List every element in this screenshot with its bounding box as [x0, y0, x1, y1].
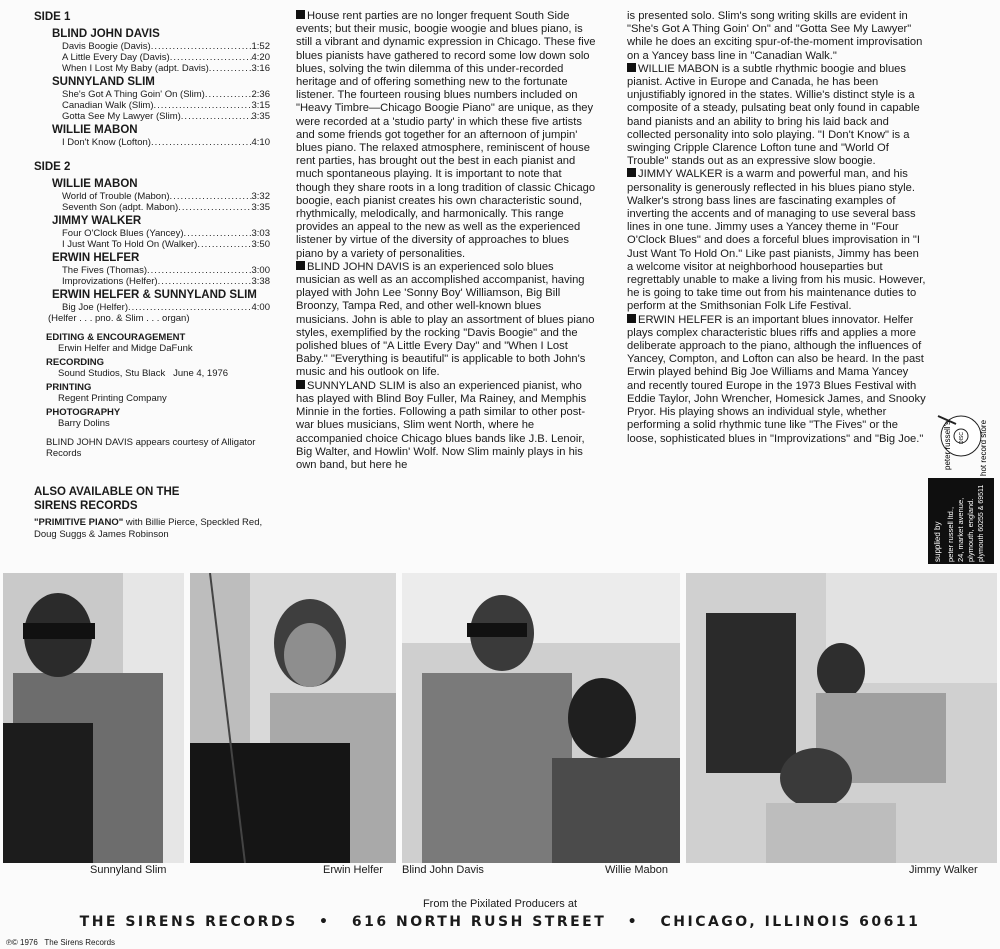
album-title: "PRIMITIVE PIANO" [34, 517, 124, 528]
liner-notes-column-2 [627, 10, 927, 446]
footer-address [0, 914, 1000, 930]
footer-tagline: From the Pixilated Producers at [422, 898, 578, 910]
track-time: 3:00 [251, 265, 270, 276]
dot-leader [183, 228, 251, 239]
track-row [62, 100, 270, 111]
liner-paragraph [627, 168, 927, 313]
credit-heading: RECORDING [46, 357, 105, 368]
also-available-text [34, 517, 270, 541]
dot-leader [209, 63, 252, 74]
photo-sunnyland-slim [3, 573, 184, 863]
photo-jimmy-walker [686, 573, 997, 863]
side-label: SIDE 1 [34, 11, 71, 23]
paragraph-text: JIMMY WALKER is a warm and powerful man, and his personality is generously reflected in his blues piano style. Walker's strong bass lines are fascinating examples of inverting the accents and of managing to use several bass lines in one tune. Jimmy uses a Yancey theme in "Four O'Clock Blues" and does a forceful blues improvisation in "I Just Want To Hold On." Like past pianists, Jimmy has been a welcome visitor at neighborhood houseparties but regrettably unable to make a living from his music. However, he is going to take time out from his maintenance duties to perform at the Smithsonian Folk Life Festival. [627, 168, 926, 313]
paragraph-text: House rent parties are no longer frequent South Side events; but their music, boogie woogie and blues piano, is still a vibrant and dynamic expression in Chicago. These five blues pianists have gathered to record some low down solo blues, solving the twin dilemma of this under-recorded heritage and of offering something new to the fortunate listener. The fourteen rousing blues numbers included on "Heavy Timbre—Chicago Boogie Piano" are unique, as they were recorded at a 'studio party' in which these five artists and some friends got together for an afternoon of jumpin' blues piano. The relaxed atmosphere, reminiscent of house rent parties, has brought out the best in each pianist and much spontaneous playing. It is important to note that though they share roots in a long tradition of classic Chicago boogie, each pianist creates his own characteristic sound, rhythmically, melodically, and harmonically. This range provides an appeal to the new as well as the experienced listener by virtue of the diversity of approaches to blues piano by a variety of personalities. [296, 10, 596, 260]
album-artists: with Billie Pierce, Speckled Red, Doug Suggs & James Robinson [34, 517, 263, 540]
track-row [62, 302, 270, 313]
dot-leader [151, 41, 252, 52]
stamp-line-1: peter russell ltd., [946, 506, 955, 562]
track-title: A Little Every Day (Davis) [62, 52, 170, 63]
city-address: CHICAGO, ILLINOIS 60611 [660, 914, 921, 930]
track-row [62, 41, 270, 52]
stamp-line-2: 24, market avenue, [956, 497, 965, 562]
dot-leader [181, 111, 252, 122]
track-row [62, 265, 270, 276]
track-title: When I Lost My Baby (adpt. Davis) [62, 63, 209, 74]
track-title: She's Got A Thing Goin' On (Slim) [62, 89, 205, 100]
paragraph-text: WILLIE MABON is a subtle rhythmic boogie and blues pianist. Active in Europe and Canada, he has been unjustifiably ignored in the states. Willie's distinct style is a composite of a steady, pulsating beat only found in capable band pianists and an ability to bring his laid back and collected personality into solo playing. "I Don't Know" is a swinging Cripple Clarence Lofton tune and "World Of Trouble" stands out as an expressive slow boogie. [627, 62, 920, 168]
label-name: THE SIRENS RECORDS [79, 914, 298, 930]
track-time: 3:32 [251, 191, 270, 202]
dot-leader [170, 52, 252, 63]
credit-heading: EDITING & ENCOURAGEMENT [46, 332, 186, 343]
stamp-supplied: supplied by [933, 521, 942, 562]
track-time: 4:00 [251, 302, 270, 313]
courtesy-note: BLIND JOHN DAVIS appears courtesy of Alligator Records [46, 437, 256, 459]
logo-name: peter russell's [943, 420, 952, 470]
caption: Jimmy Walker [909, 864, 978, 876]
paragraph-text: SUNNYLAND SLIM is also an experienced pianist, who has played with Blind Boy Fuller, Ma Rainey, and Memphis Minnie in the forties. Following a path similar to other post-war blues musicians, Slim went North, where he accompanied choice Chicago blues bands like J.B. Lenoir, Big Walter, and Howlin' Wolf. Now Slim mainly plays in his own band, but here he [296, 379, 587, 471]
credit-value: Barry Dolins [58, 418, 110, 429]
credit-value: Erwin Helfer and Midge DaFunk [58, 343, 193, 354]
photo-strip [0, 573, 1000, 863]
credit-heading: PRINTING [46, 382, 92, 393]
caption: Blind John Davis [402, 864, 484, 876]
track-row [62, 276, 270, 287]
credit-value: Sound Studios, Stu Black June 4, 1976 [58, 368, 229, 379]
track-title: The Fives (Thomas) [62, 265, 147, 276]
artist-name: WILLIE MABON [52, 178, 138, 190]
dot-leader [205, 89, 252, 100]
artist-name: ERWIN HELFER [52, 252, 140, 264]
track-row [62, 202, 270, 213]
track-row [62, 52, 270, 63]
photo-blind-john-davis-willie-mabon [402, 573, 680, 863]
photo-erwin-helfer [190, 573, 396, 863]
track-title: I Just Want To Hold On (Walker) [62, 239, 198, 250]
square-bullet [627, 314, 636, 323]
track-row [62, 228, 270, 239]
credit-value: Regent Printing Company [58, 393, 167, 404]
liner-notes-column-1 [296, 10, 596, 472]
caption: Erwin Helfer [323, 864, 383, 876]
track-time: 4:20 [251, 52, 270, 63]
square-bullet [296, 380, 305, 389]
track-title: World of Trouble (Mabon) [62, 191, 170, 202]
track-time: 1:52 [251, 41, 270, 52]
stamp-line-4: plymouth 60255 & 69511 [978, 484, 985, 562]
artist-name: SUNNYLAND SLIM [52, 76, 155, 88]
square-bullet [296, 10, 305, 19]
dot-leader [147, 265, 252, 276]
track-time: 3:16 [251, 63, 270, 74]
track-title: Seventh Son (adpt. Mabon) [62, 202, 179, 213]
bullet: • [627, 914, 640, 930]
artist-name: BLIND JOHN DAVIS [52, 28, 160, 40]
track-title: Canadian Walk (Slim) [62, 100, 154, 111]
paragraph-text: ERWIN HELFER is an important blues innovator. Helfer plays complex characteristic blues riffs and applies a more deliberate approach to the piano, although the influences of Yancey, Compton, and Lofton can also be heard. In the past Erwin played behind Big Joe Williams and Mama Yancey and recently toured Europe in the 1973 Blues Festival with Eddie Taylor, John Wrencher, Homesick James, and Snooky Pryor. His playing shows an individual style, whether performing a solid rhythmic tune like "The Fives" or the loose, sophisticated blues in "Improvizations" and "Big Joe." [627, 313, 926, 445]
liner-paragraph [296, 380, 596, 472]
dot-leader [170, 191, 252, 202]
track-title: Improvizations (Helfer) [62, 276, 158, 287]
track-time: 4:10 [251, 137, 270, 148]
dot-leader [197, 239, 251, 250]
side-2 [20, 162, 270, 324]
track-time: 2:36 [251, 89, 270, 100]
track-row [62, 89, 270, 100]
track-row [62, 111, 270, 122]
artist-name: ERWIN HELFER & SUNNYLAND SLIM [52, 289, 257, 301]
stamp-line-3: plymouth, england. [966, 498, 975, 562]
track-time: 3:50 [251, 239, 270, 250]
square-bullet [627, 168, 636, 177]
dealer-stamp [926, 378, 996, 564]
track-row [62, 239, 270, 250]
logo-sub: hot record store [979, 419, 988, 476]
credits [46, 332, 270, 459]
dot-leader [158, 276, 252, 287]
liner-paragraph [627, 63, 927, 169]
dot-leader [128, 302, 252, 313]
bullet: • [319, 914, 331, 930]
side-1 [20, 12, 270, 148]
track-time: 3:38 [251, 276, 270, 287]
square-bullet [627, 63, 636, 72]
track-title: Big Joe (Helfer) [62, 302, 128, 313]
tracklist-column [20, 10, 270, 541]
street-address: 616 NORTH RUSH STREET [351, 914, 607, 930]
credit-heading: PHOTOGRAPHY [46, 407, 121, 418]
artist-name: JIMMY WALKER [52, 215, 142, 227]
copyright: ℗© 1976 The Sirens Records [6, 938, 116, 947]
liner-paragraph [627, 314, 927, 446]
caption: Willie Mabon [605, 864, 668, 876]
liner-paragraph [627, 10, 927, 63]
track-title: Four O'Clock Blues (Yancey) [62, 228, 184, 239]
track-time: 3:15 [251, 100, 270, 111]
track-title: Gotta See My Lawyer (Slim) [62, 111, 181, 122]
track-time: 3:35 [251, 202, 270, 213]
track-note: (Helfer . . . pno. & Slim . . . organ) [48, 313, 190, 324]
dot-leader [154, 100, 252, 111]
caption: Sunnyland Slim [90, 864, 167, 876]
paragraph-text: BLIND JOHN DAVIS is an experienced solo blues musician as well as an accomplished accompanist, having played with John Lee 'Sonny Boy' Williamson, Big Bill Broonzy, Tampa Red, and other well-known blues musicians. John is able to play an assortment of blues piano styles, exemplified by the rocking "Davis Boogie" and the polished blues of "A Little Every Day" and "When I Lost Baby." "Everything is beautiful" is applicable to both John's music and his outlook on life. [296, 260, 595, 379]
track-time: 3:03 [251, 228, 270, 239]
logo-center: DISC [959, 432, 965, 444]
liner-paragraph [296, 10, 596, 261]
square-bullet [296, 261, 305, 270]
track-title: I Don't Know (Lofton) [62, 137, 151, 148]
also-available-heading: ALSO AVAILABLE ON THE SIRENS RECORDS [34, 486, 180, 512]
track-title: Davis Boogie (Davis) [62, 41, 151, 52]
track-row [62, 137, 270, 148]
dot-leader [151, 137, 252, 148]
track-row [62, 191, 270, 202]
paragraph-text: is presented solo. Slim's song writing skills are evident in "She's Got A Thing Goin' On" and "Gotta See My Lawyer" while he does an exciting spur-of-the-moment improvisation on a Yancey bass line in "Canadian Walk." [627, 10, 923, 62]
track-time: 3:35 [251, 111, 270, 122]
artist-name: WILLIE MABON [52, 124, 138, 136]
dot-leader [178, 202, 251, 213]
track-row [62, 63, 270, 74]
liner-paragraph [296, 261, 596, 380]
side-label: SIDE 2 [34, 161, 71, 173]
